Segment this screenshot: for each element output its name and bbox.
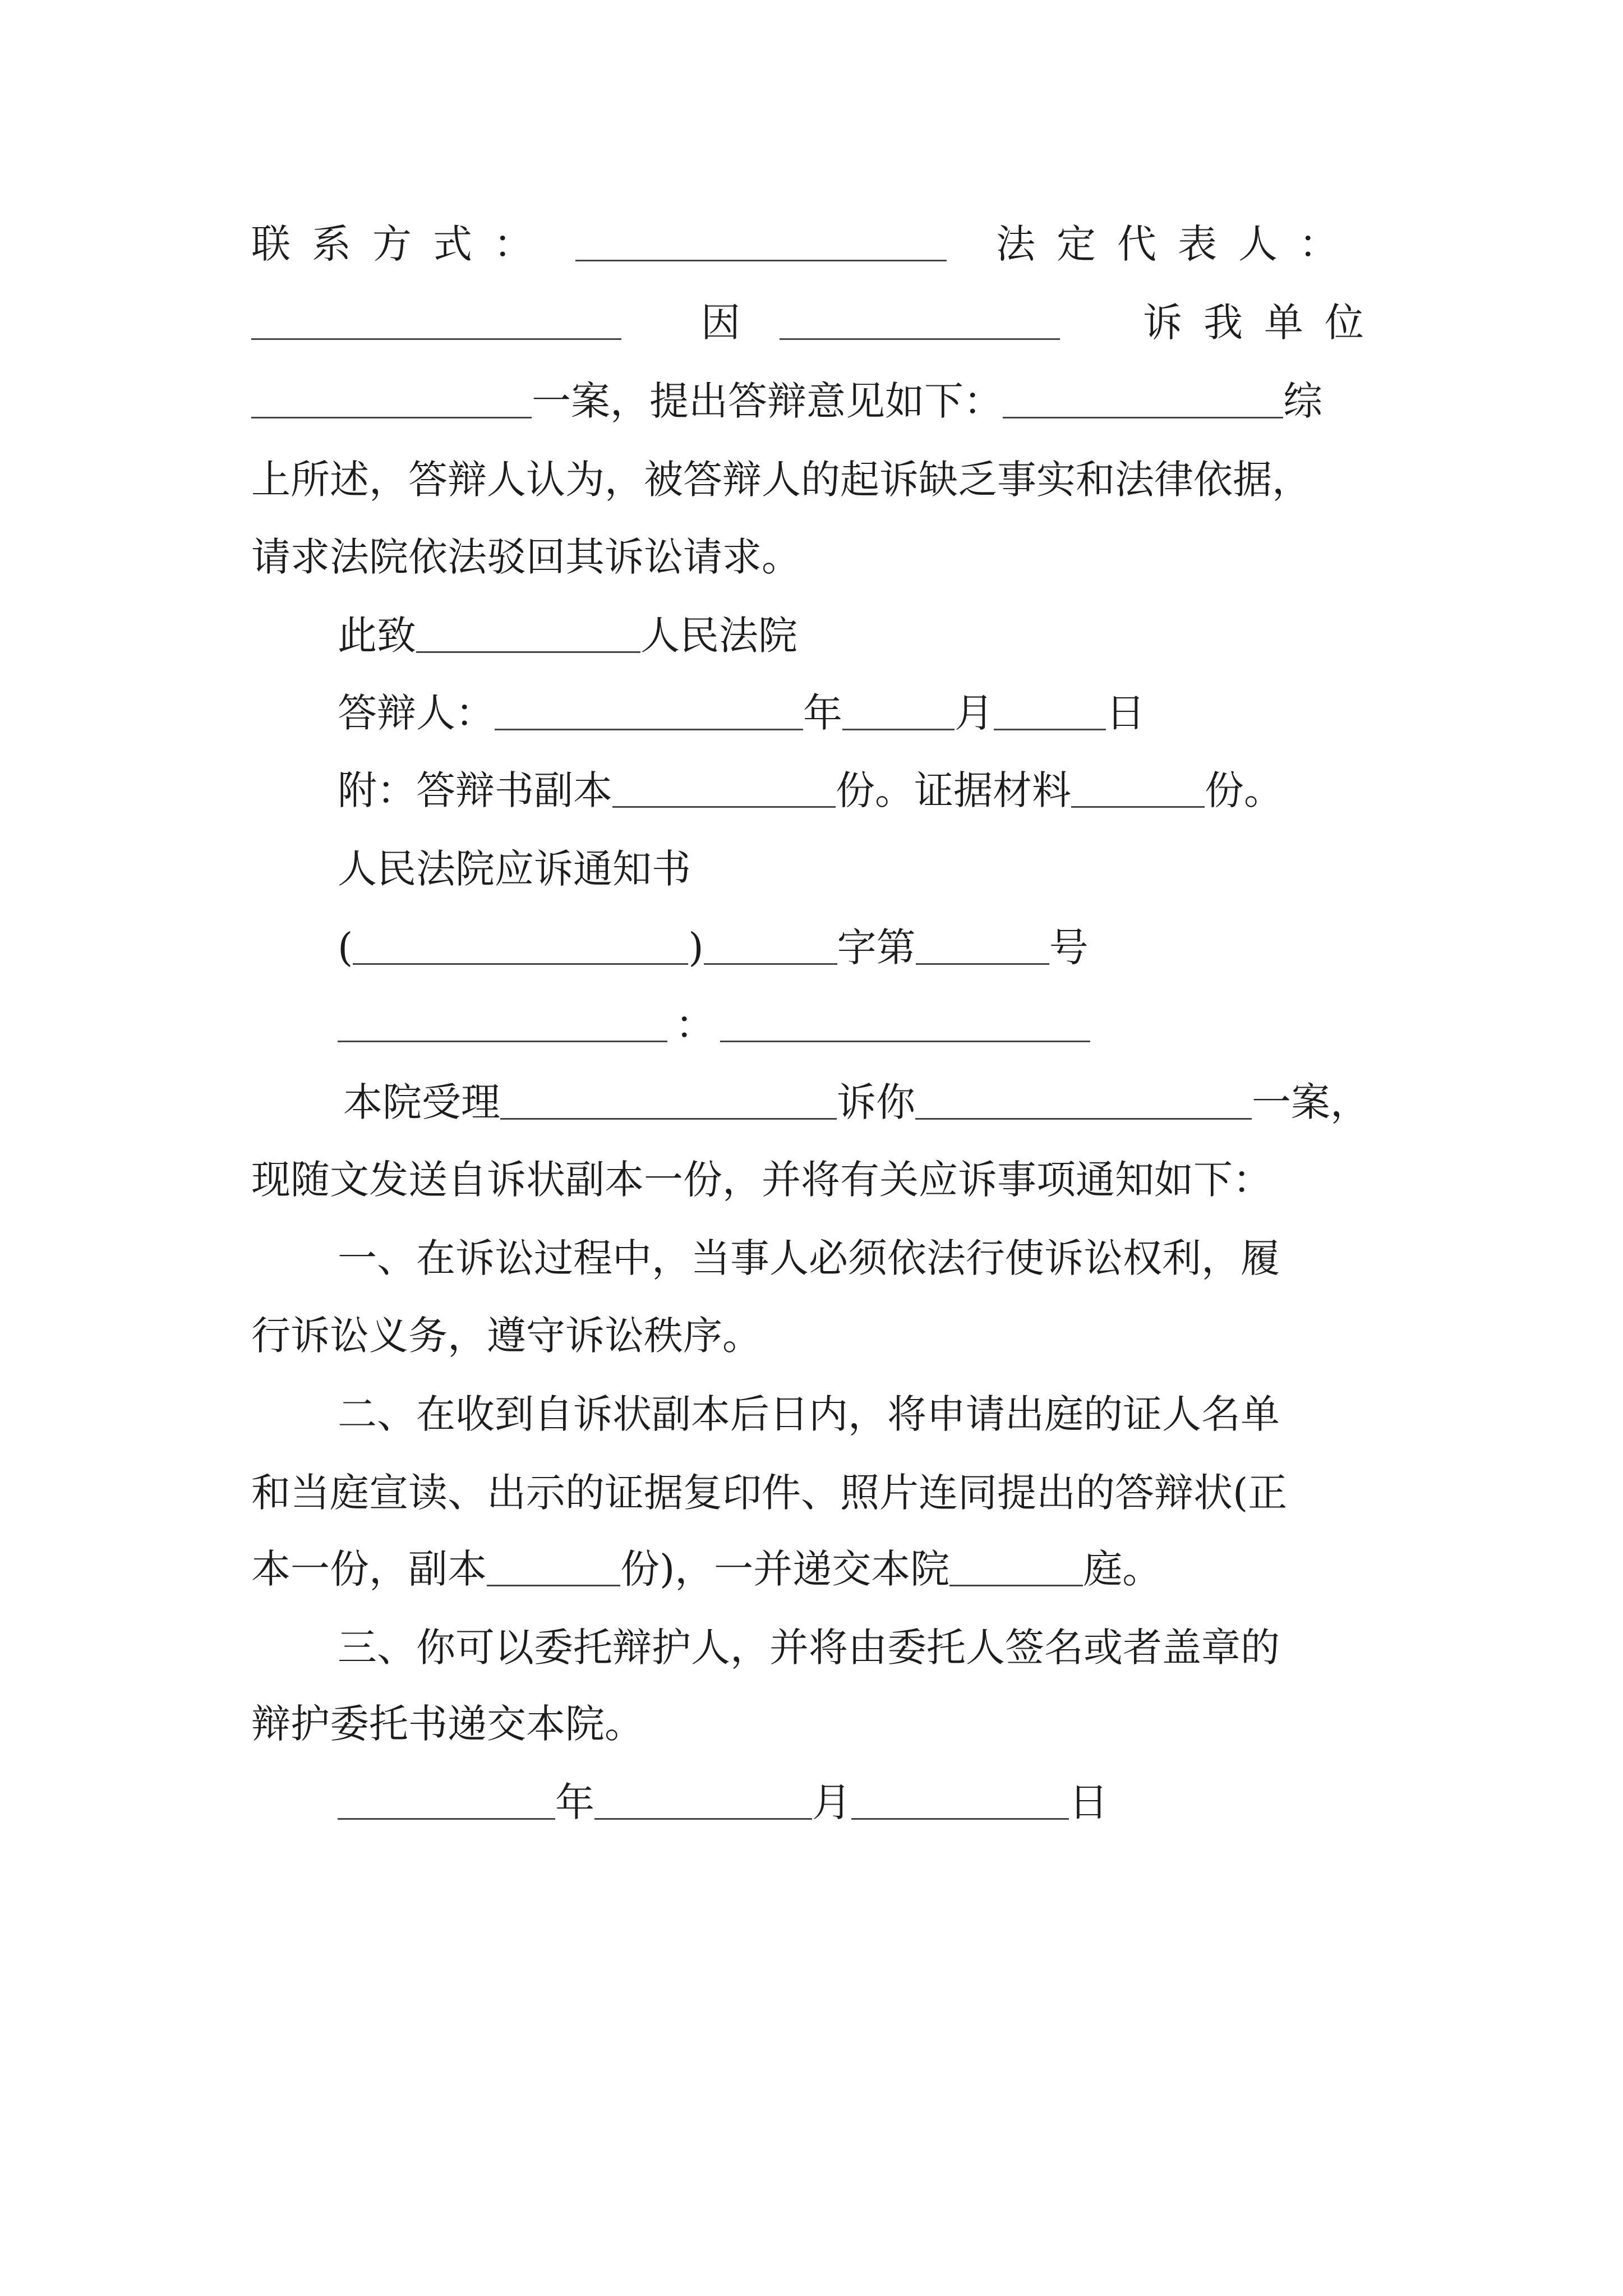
item2-text-3b: 份)，一并递交本院 (620, 1546, 950, 1592)
line-summary-1 (251, 438, 1311, 503)
contact-blank[interactable] (575, 260, 947, 261)
item3-text-2: 辩护委托书递交本院。 (251, 1701, 644, 1747)
one-case-text: 一案， (1252, 1079, 1370, 1125)
item2-text-2: 和当庭宣读、出示的证据复印件、照片连同提出的答辩状(正 (251, 1470, 1288, 1516)
line-attachment (338, 748, 1283, 813)
notice-year-label: 年 (555, 1779, 594, 1825)
item2-text-1: 二、在收到自诉状副本后日内，将申请出庭的证人名单 (338, 1391, 1280, 1437)
line-item1-1 (338, 1216, 1280, 1281)
notice-day-blank[interactable] (851, 1818, 1069, 1820)
line-summary-2 (251, 515, 801, 580)
because-text: 因 (701, 300, 740, 346)
line-item2-3 (251, 1527, 1162, 1592)
number-blank[interactable] (916, 963, 1049, 965)
summary-start: 综 (1283, 378, 1322, 424)
line-item3-2 (251, 1682, 644, 1747)
zi-blank[interactable] (704, 963, 837, 965)
summary-text-1: 上所述，答辩人认为，被答辩人的起诉缺乏事实和法律依据， (251, 457, 1311, 503)
line-item2-2 (251, 1451, 1288, 1516)
addressee-name-blank[interactable] (720, 1041, 1090, 1042)
line-case (251, 359, 1322, 424)
sue-unit-text: 诉我单位 (1143, 300, 1385, 346)
item3-text-1: 三、你可以委托辩护人，并将由委托人签名或者盖章的 (338, 1625, 1280, 1671)
paren-open: ( (338, 924, 353, 970)
respondent-label: 答辩人： (338, 690, 495, 736)
evidence-blank[interactable] (1071, 806, 1205, 808)
paren-close: ) (688, 924, 704, 970)
line-addressee (338, 983, 1090, 1048)
respondent-blank[interactable] (495, 729, 803, 730)
line-notice-date (338, 1760, 1108, 1825)
line-accept (343, 1060, 1370, 1125)
line-contact (251, 202, 1359, 267)
item2-copies-blank[interactable] (487, 1585, 620, 1586)
line-case-number (338, 905, 1089, 970)
accept-label: 本院受理 (343, 1079, 500, 1125)
copies-blank[interactable] (612, 806, 836, 808)
accept-plaintiff-blank[interactable] (500, 1118, 837, 1120)
line-because (251, 280, 1385, 346)
court-blank[interactable] (416, 651, 640, 653)
accept-case-blank[interactable] (915, 1118, 1252, 1120)
sue-you-text: 诉你 (837, 1079, 915, 1125)
item2-text-3a: 本一份，副本 (251, 1546, 487, 1592)
line-item1-2 (251, 1294, 762, 1359)
day-label: 日 (1106, 690, 1145, 736)
summary-text-2: 请求法院依法驳回其诉讼请求。 (251, 534, 801, 580)
month-label: 月 (955, 690, 994, 736)
line-intro (251, 1138, 1272, 1203)
copies-end-text: 份。 (1205, 767, 1283, 813)
zi-di-label: 字第 (837, 924, 916, 970)
line-notice-title (338, 827, 691, 892)
contact-label: 联系方式： (251, 221, 554, 267)
case-text: 一案，提出答辩意见如下： (532, 378, 1003, 424)
line-item2-1 (338, 1372, 1280, 1437)
line-item3-1 (338, 1605, 1280, 1671)
year-label: 年 (803, 690, 842, 736)
case-blank[interactable] (251, 417, 532, 418)
legal-rep-label: 法定代表人： (996, 221, 1359, 267)
notice-year-blank[interactable] (338, 1818, 555, 1820)
opinion-blank[interactable] (1003, 417, 1283, 418)
line-respondent (338, 671, 1145, 736)
addressee-role-blank[interactable] (338, 1041, 667, 1042)
notice-month-label: 月 (812, 1779, 851, 1825)
notice-day-label: 日 (1069, 1779, 1108, 1825)
month-blank[interactable] (842, 729, 955, 730)
notice-title: 人民法院应诉通知书 (338, 846, 691, 892)
day-blank[interactable] (994, 729, 1106, 730)
hao-label: 号 (1049, 924, 1089, 970)
item1-text-2: 行诉讼义务，遵守诉讼秩序。 (251, 1313, 762, 1359)
item2-division-blank[interactable] (949, 1585, 1083, 1586)
copies-evidence-text: 份。证据材料 (836, 767, 1071, 813)
legal-rep-blank[interactable] (251, 338, 621, 340)
addressee-colon: ： (675, 1002, 714, 1048)
intro-text: 现随文发送自诉状副本一份，并将有关应诉事项通知如下： (251, 1157, 1272, 1203)
item1-text-1: 一、在诉讼过程中，当事人必须依法行使诉讼权利，履 (338, 1235, 1280, 1281)
to-label: 此致 (338, 613, 416, 659)
plaintiff-blank[interactable] (780, 338, 1060, 340)
court-label: 人民法院 (640, 613, 797, 659)
notice-month-blank[interactable] (594, 1818, 812, 1820)
item2-text-3c: 庭。 (1083, 1546, 1162, 1592)
line-to-court (338, 593, 797, 659)
year-code-blank[interactable] (353, 963, 688, 965)
attach-label: 附：答辩书副本 (338, 767, 612, 813)
